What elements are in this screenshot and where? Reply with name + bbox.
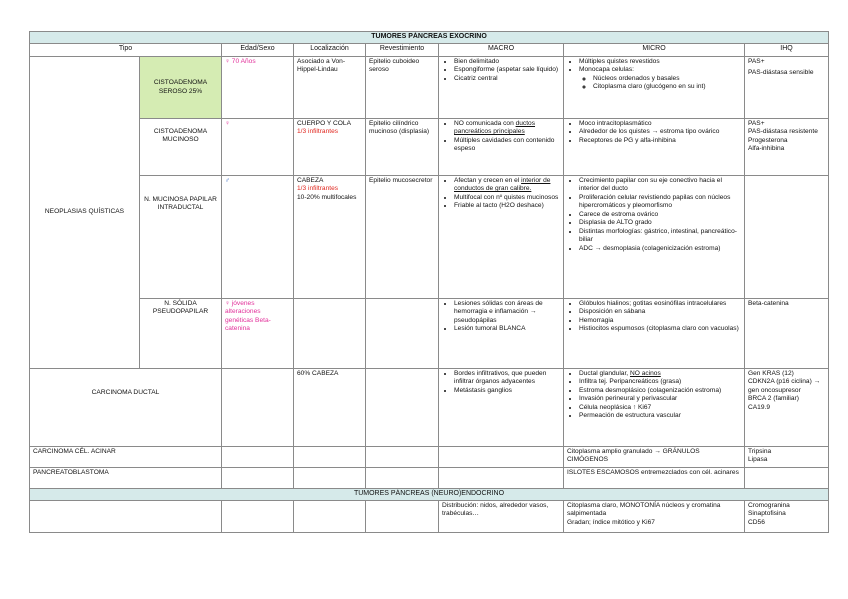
edad-ipmn xyxy=(222,176,294,299)
header-localizacion: Localización xyxy=(294,44,366,57)
list-item: • Metástasis ganglios xyxy=(454,387,560,395)
loc-pancreato xyxy=(294,468,366,489)
micro-mucinoso xyxy=(564,119,745,176)
list-item: ◦ Citoplasma claro (glucógeno en su int) xyxy=(593,83,741,91)
list-item: • Espongiforme (aspetar sale líquido) xyxy=(454,66,560,74)
table-row xyxy=(30,299,829,369)
edad-acinar xyxy=(222,447,294,468)
micro-line: Gradan; índice mitótico y Ki67 xyxy=(567,518,655,526)
loc-ductal: 60% CABEZA xyxy=(294,369,366,447)
tipo-ipmn: N. MUCINOSA PAPILAR INTRADUCTAL xyxy=(140,176,222,299)
micro-pancreato: ISLOTES ESCAMOSOS entremezclados con cél. acinares xyxy=(564,468,745,489)
micro-seroso xyxy=(564,57,745,119)
list-item: • Friable al tacto (H2O deshace) xyxy=(454,202,560,210)
list-item: • Carece de estroma ovárico xyxy=(579,211,741,219)
underlined-text: interior de conductos de gran calibre. xyxy=(454,177,551,193)
ihq-line: CA19.9 xyxy=(748,403,770,411)
edad-text: jóvenes alteraciones genéticas Beta-catenina xyxy=(225,300,271,333)
ihq-ductal xyxy=(745,369,829,447)
loc-endocrine xyxy=(294,501,366,533)
list-item: • Cicatriz central xyxy=(454,75,560,83)
tipo-seroso: CISTOADENOMA SEROSO 25% xyxy=(140,57,222,119)
ihq-line: Tripsina xyxy=(748,448,772,455)
rev-solida xyxy=(366,299,439,369)
list-item: • Disposición en sábana xyxy=(579,308,741,316)
list-item-text: Afectan y crecen en el xyxy=(454,177,520,184)
list-item xyxy=(579,66,741,91)
female-icon: ♀ xyxy=(225,58,230,65)
edad-pancreato xyxy=(222,468,294,489)
underlined-text: ductos pancreáticos principales xyxy=(454,120,536,136)
list-item: • Estroma desmoplásico (colagenización estroma) xyxy=(579,387,741,395)
list-item-text: Ductal glandular, xyxy=(579,370,629,377)
macro-endocrine: Distribución: nidos, alrededor vasos, trabéculas… xyxy=(439,501,564,533)
list-item: • Bien delimitado xyxy=(454,58,560,66)
micro-acinar: Citoplasma amplio granulado → GRÁNULOS CIMÓGENOS xyxy=(564,447,745,468)
loc-solida xyxy=(294,299,366,369)
list-item: • Lesión tumoral BLANCA xyxy=(454,325,560,333)
table-row xyxy=(30,369,829,447)
macro-pancreato xyxy=(439,468,564,489)
list-item: • Célula neoplásica ↑ Ki67 xyxy=(579,404,741,412)
ihq-line: CDKN2A (p16 ciclina) → gen oncosupresor xyxy=(748,378,821,394)
table-row xyxy=(30,501,829,533)
edad-solida xyxy=(222,299,294,369)
loc-red: 1/3 infiltrantes xyxy=(297,185,339,193)
loc-acinar xyxy=(294,447,366,468)
female-icon: ♀ xyxy=(225,120,230,127)
list-item: • Alrededor de los quistes → estroma tipo ovárico xyxy=(579,128,741,136)
list-item: • Multifocal con nº quistes mucinosos xyxy=(454,194,560,202)
list-item: • Lesiones sólidas con áreas de hemorragia e inflamación → pseudopápilas xyxy=(454,300,560,325)
list-item: • Bordes infiltrativos, que pueden infiltrar órganos adyacentes xyxy=(454,370,560,387)
list-item xyxy=(454,120,560,137)
ihq-line: PAS+ xyxy=(748,120,765,127)
edad-endocrine xyxy=(222,501,294,533)
header-revestimiento: Revestimiento xyxy=(366,44,439,57)
list-item: • Crecimiento papilar con su eje conectivo hacia el interior del ducto xyxy=(579,177,741,194)
ihq-mucinoso xyxy=(745,119,829,176)
ihq-endocrine xyxy=(745,501,829,533)
header-ihq: IHQ xyxy=(745,44,829,57)
rev-seroso: Epitelio cuboideo seroso xyxy=(366,57,439,119)
ihq-line: BRCA 2 (familiar) xyxy=(748,395,799,403)
list-item: • Displasia de ALTO grado xyxy=(579,219,741,227)
ihq-line: Progesterona xyxy=(748,136,788,144)
list-item-text: NO comunicada con xyxy=(454,120,514,127)
rev-ductal xyxy=(366,369,439,447)
ihq-line: Lipasa xyxy=(748,456,768,464)
loc-red: 1/3 infiltrantes xyxy=(297,128,339,136)
loc-main: CABEZA xyxy=(297,177,324,184)
list-item: • Múltiples cavidades con contenido espeso xyxy=(454,137,560,154)
list-item: • Histiocitos espumosos (citoplasma claro con vacuolas) xyxy=(579,325,741,333)
list-item: • Moco intracitoplasmático xyxy=(579,120,741,128)
title-row xyxy=(30,32,829,44)
list-item: • Proliferación celular revistiendo papilas con núcleos hipercromáticos y pleomorfismo xyxy=(579,194,741,211)
table-row xyxy=(30,176,829,299)
group-label: NEOPLASIAS QUÍSTICAS xyxy=(30,57,140,369)
tipo-solida: N. SÓLIDA PSEUDOPAPILAR xyxy=(140,299,222,369)
tipo-acinar: CARCINOMA CÉL. ACINAR xyxy=(30,447,222,468)
list-item: • Invasión perineural y perivascular xyxy=(579,395,741,403)
table-row xyxy=(30,447,829,468)
micro-solida xyxy=(564,299,745,369)
macro-acinar xyxy=(439,447,564,468)
micro-endocrine xyxy=(564,501,745,533)
rev-pancreato xyxy=(366,468,439,489)
rev-acinar xyxy=(366,447,439,468)
ihq-line: CD56 xyxy=(748,518,765,526)
loc-extra: 10-20% multifocales xyxy=(297,193,357,201)
list-item: • Receptores de PG y alfa-inhibina xyxy=(579,137,741,145)
list-item: • Glóbulos hialinos; gotitas eosinófilas intracelulares xyxy=(579,300,741,308)
section-title: TUMORES PÁNCREAS (NEURO)ENDOCRINO xyxy=(30,489,829,501)
macro-seroso xyxy=(439,57,564,119)
rev-mucinoso: Epitelio cilíndrico mucinoso (displasia) xyxy=(366,119,439,176)
edad-text: 70 Años xyxy=(231,58,256,65)
tipo-ductal: CARCINOMA DUCTAL xyxy=(30,369,222,447)
macro-ipmn xyxy=(439,176,564,299)
ihq-pancreato xyxy=(745,468,829,489)
rev-ipmn: Epitelio mucosecretor xyxy=(366,176,439,299)
loc-ipmn xyxy=(294,176,366,299)
loc-seroso: Asociado a Von-Hippel-Lindau xyxy=(294,57,366,119)
header-row xyxy=(30,44,829,57)
list-item: • Permeación de estructura vascular xyxy=(579,412,741,420)
list-item: • Infiltra tej. Peripancreáticos (grasa) xyxy=(579,378,741,386)
tipo-mucinoso: CISTOADENOMA MUCINOSO xyxy=(140,119,222,176)
ihq-ipmn xyxy=(745,176,829,299)
female-icon: ♀ xyxy=(225,300,230,307)
edad-mucinoso xyxy=(222,119,294,176)
underlined-text: NO acinos xyxy=(629,370,661,377)
edad-seroso xyxy=(222,57,294,119)
macro-ductal xyxy=(439,369,564,447)
tumor-table xyxy=(29,31,829,533)
ihq-line: Cromogranina xyxy=(748,502,790,509)
ihq-line: PAS-diástasa sensible xyxy=(748,69,814,77)
header-edad: Edad/Sexo xyxy=(222,44,294,57)
ihq-line: PAS+ xyxy=(748,58,765,65)
tipo-pancreatoblastoma: PANCREATOBLASTOMA xyxy=(30,468,222,489)
list-item-text: Monocapa celulas: xyxy=(579,66,634,74)
loc-mucinoso xyxy=(294,119,366,176)
loc-main: CUERPO Y COLA xyxy=(297,120,351,127)
macro-mucinoso xyxy=(439,119,564,176)
table-row xyxy=(30,468,829,489)
list-item: • Múltiples quistes revestidos xyxy=(579,58,741,66)
ihq-line: PAS-diástasa resistente xyxy=(748,128,818,136)
ihq-solida: Beta-catenina xyxy=(745,299,829,369)
table-title: TUMORES PÁNCREAS EXOCRINO xyxy=(30,32,829,44)
ihq-seroso xyxy=(745,57,829,119)
micro-ipmn xyxy=(564,176,745,299)
edad-ductal xyxy=(222,369,294,447)
tipo-endocrine xyxy=(30,501,222,533)
list-item: ◦ Núcleos ordenados y basales xyxy=(593,75,741,83)
micro-line: Citoplasma claro, MONOTONÍA núcleos y cromatina salpimentada xyxy=(567,502,721,518)
ihq-line: Alfa-inhibina xyxy=(748,145,785,153)
section-title-row xyxy=(30,489,829,501)
list-item xyxy=(454,177,560,194)
list-item: • Hemorragia xyxy=(579,317,741,325)
macro-solida xyxy=(439,299,564,369)
male-icon: ♂ xyxy=(225,177,230,184)
ihq-line: Gen KRAS (12) xyxy=(748,370,794,377)
list-item xyxy=(579,370,741,378)
table-row xyxy=(30,119,829,176)
rev-endocrine xyxy=(366,501,439,533)
header-micro: MICRO xyxy=(564,44,745,57)
micro-ductal xyxy=(564,369,745,447)
ihq-line: Sinaptofisina xyxy=(748,510,786,518)
list-item: • ADC → desmoplasia (colagenicización estroma) xyxy=(579,245,741,253)
list-item: • Distintas morfologías: gástrico, intestinal, pancreático-biliar xyxy=(579,228,741,245)
header-macro: MACRO xyxy=(439,44,564,57)
header-tipo: Tipo xyxy=(30,44,222,57)
ihq-acinar xyxy=(745,447,829,468)
table-row xyxy=(30,57,829,119)
